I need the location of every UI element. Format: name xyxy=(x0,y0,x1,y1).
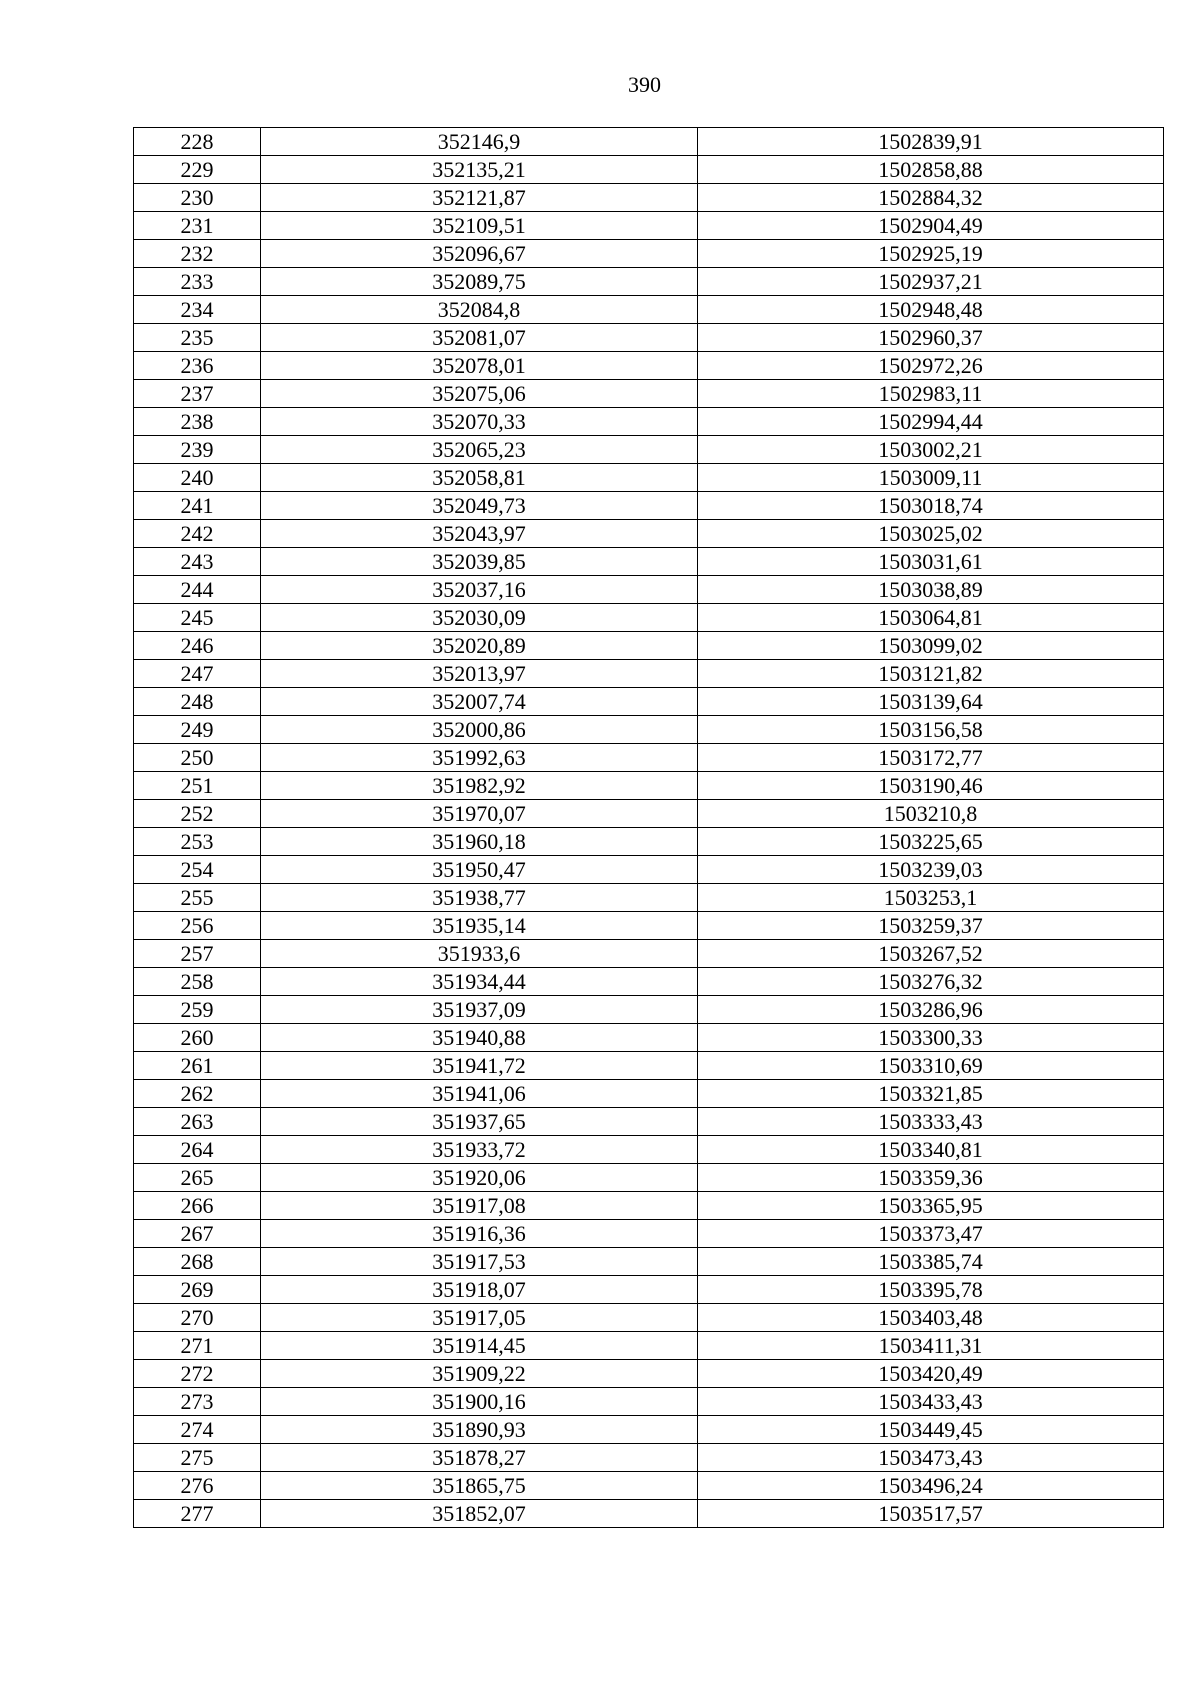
point-number-cell: 253 xyxy=(134,828,261,856)
point-number-cell: 271 xyxy=(134,1332,261,1360)
point-number-cell: 247 xyxy=(134,660,261,688)
y-coordinate-cell: 1503403,48 xyxy=(698,1304,1164,1332)
point-number-cell: 252 xyxy=(134,800,261,828)
point-number-cell: 229 xyxy=(134,156,261,184)
table-row xyxy=(134,1416,1164,1444)
table-row xyxy=(134,380,1164,408)
y-coordinate-cell: 1503310,69 xyxy=(698,1052,1164,1080)
point-number-cell: 257 xyxy=(134,940,261,968)
point-number-cell: 260 xyxy=(134,1024,261,1052)
y-coordinate-cell: 1503239,03 xyxy=(698,856,1164,884)
point-number-cell: 269 xyxy=(134,1276,261,1304)
y-coordinate-cell: 1503172,77 xyxy=(698,744,1164,772)
x-coordinate-cell: 351890,93 xyxy=(261,1416,698,1444)
table-row xyxy=(134,744,1164,772)
table-row xyxy=(134,268,1164,296)
x-coordinate-cell: 351970,07 xyxy=(261,800,698,828)
table-row xyxy=(134,408,1164,436)
table-row xyxy=(134,352,1164,380)
y-coordinate-cell: 1503139,64 xyxy=(698,688,1164,716)
table-row xyxy=(134,632,1164,660)
y-coordinate-cell: 1503156,58 xyxy=(698,716,1164,744)
point-number-cell: 228 xyxy=(134,128,261,156)
x-coordinate-cell: 351878,27 xyxy=(261,1444,698,1472)
table-row xyxy=(134,436,1164,464)
point-number-cell: 263 xyxy=(134,1108,261,1136)
x-coordinate-cell: 352089,75 xyxy=(261,268,698,296)
table-row xyxy=(134,884,1164,912)
point-number-cell: 244 xyxy=(134,576,261,604)
table-row xyxy=(134,716,1164,744)
table-row xyxy=(134,240,1164,268)
x-coordinate-cell: 351941,72 xyxy=(261,1052,698,1080)
y-coordinate-cell: 1503321,85 xyxy=(698,1080,1164,1108)
x-coordinate-cell: 351933,6 xyxy=(261,940,698,968)
point-number-cell: 264 xyxy=(134,1136,261,1164)
table-row xyxy=(134,1360,1164,1388)
x-coordinate-cell: 352065,23 xyxy=(261,436,698,464)
coordinates-table-body xyxy=(134,128,1164,1528)
table-row xyxy=(134,968,1164,996)
y-coordinate-cell: 1503517,57 xyxy=(698,1500,1164,1528)
point-number-cell: 270 xyxy=(134,1304,261,1332)
table-row xyxy=(134,296,1164,324)
table-row xyxy=(134,464,1164,492)
table-row xyxy=(134,576,1164,604)
y-coordinate-cell: 1503433,43 xyxy=(698,1388,1164,1416)
y-coordinate-cell: 1502925,19 xyxy=(698,240,1164,268)
y-coordinate-cell: 1503496,24 xyxy=(698,1472,1164,1500)
table-row xyxy=(134,1164,1164,1192)
point-number-cell: 265 xyxy=(134,1164,261,1192)
table-row xyxy=(134,772,1164,800)
x-coordinate-cell: 352109,51 xyxy=(261,212,698,240)
y-coordinate-cell: 1503121,82 xyxy=(698,660,1164,688)
y-coordinate-cell: 1503009,11 xyxy=(698,464,1164,492)
x-coordinate-cell: 352084,8 xyxy=(261,296,698,324)
table-row xyxy=(134,1248,1164,1276)
point-number-cell: 259 xyxy=(134,996,261,1024)
point-number-cell: 238 xyxy=(134,408,261,436)
point-number-cell: 276 xyxy=(134,1472,261,1500)
y-coordinate-cell: 1503253,1 xyxy=(698,884,1164,912)
x-coordinate-cell: 351920,06 xyxy=(261,1164,698,1192)
x-coordinate-cell: 352039,85 xyxy=(261,548,698,576)
x-coordinate-cell: 351917,05 xyxy=(261,1304,698,1332)
y-coordinate-cell: 1503340,81 xyxy=(698,1136,1164,1164)
point-number-cell: 232 xyxy=(134,240,261,268)
table-row xyxy=(134,912,1164,940)
x-coordinate-cell: 351900,16 xyxy=(261,1388,698,1416)
point-number-cell: 240 xyxy=(134,464,261,492)
point-number-cell: 277 xyxy=(134,1500,261,1528)
point-number-cell: 239 xyxy=(134,436,261,464)
point-number-cell: 261 xyxy=(134,1052,261,1080)
point-number-cell: 262 xyxy=(134,1080,261,1108)
point-number-cell: 275 xyxy=(134,1444,261,1472)
y-coordinate-cell: 1503411,31 xyxy=(698,1332,1164,1360)
x-coordinate-cell: 351982,92 xyxy=(261,772,698,800)
y-coordinate-cell: 1502904,49 xyxy=(698,212,1164,240)
point-number-cell: 274 xyxy=(134,1416,261,1444)
x-coordinate-cell: 352096,67 xyxy=(261,240,698,268)
x-coordinate-cell: 351941,06 xyxy=(261,1080,698,1108)
y-coordinate-cell: 1502948,48 xyxy=(698,296,1164,324)
table-row xyxy=(134,548,1164,576)
table-row xyxy=(134,1332,1164,1360)
x-coordinate-cell: 351937,09 xyxy=(261,996,698,1024)
point-number-cell: 230 xyxy=(134,184,261,212)
table-row xyxy=(134,1304,1164,1332)
x-coordinate-cell: 351950,47 xyxy=(261,856,698,884)
x-coordinate-cell: 352007,74 xyxy=(261,688,698,716)
x-coordinate-cell: 351852,07 xyxy=(261,1500,698,1528)
x-coordinate-cell: 352037,16 xyxy=(261,576,698,604)
point-number-cell: 254 xyxy=(134,856,261,884)
point-number-cell: 234 xyxy=(134,296,261,324)
x-coordinate-cell: 352081,07 xyxy=(261,324,698,352)
y-coordinate-cell: 1502983,11 xyxy=(698,380,1164,408)
x-coordinate-cell: 351914,45 xyxy=(261,1332,698,1360)
y-coordinate-cell: 1503267,52 xyxy=(698,940,1164,968)
point-number-cell: 241 xyxy=(134,492,261,520)
point-number-cell: 236 xyxy=(134,352,261,380)
x-coordinate-cell: 351937,65 xyxy=(261,1108,698,1136)
table-row xyxy=(134,828,1164,856)
point-number-cell: 242 xyxy=(134,520,261,548)
y-coordinate-cell: 1502972,26 xyxy=(698,352,1164,380)
table-row xyxy=(134,1276,1164,1304)
y-coordinate-cell: 1503365,95 xyxy=(698,1192,1164,1220)
point-number-cell: 258 xyxy=(134,968,261,996)
x-coordinate-cell: 351935,14 xyxy=(261,912,698,940)
y-coordinate-cell: 1503018,74 xyxy=(698,492,1164,520)
table-row xyxy=(134,1500,1164,1528)
x-coordinate-cell: 351917,08 xyxy=(261,1192,698,1220)
y-coordinate-cell: 1503099,02 xyxy=(698,632,1164,660)
y-coordinate-cell: 1503300,33 xyxy=(698,1024,1164,1052)
y-coordinate-cell: 1503225,65 xyxy=(698,828,1164,856)
table-row xyxy=(134,800,1164,828)
y-coordinate-cell: 1503359,36 xyxy=(698,1164,1164,1192)
y-coordinate-cell: 1503038,89 xyxy=(698,576,1164,604)
point-number-cell: 256 xyxy=(134,912,261,940)
table-row xyxy=(134,856,1164,884)
y-coordinate-cell: 1502960,37 xyxy=(698,324,1164,352)
table-row xyxy=(134,520,1164,548)
page-number: 390 xyxy=(628,72,661,97)
table-row xyxy=(134,324,1164,352)
y-coordinate-cell: 1503031,61 xyxy=(698,548,1164,576)
table-row xyxy=(134,996,1164,1024)
y-coordinate-cell: 1503210,8 xyxy=(698,800,1164,828)
y-coordinate-cell: 1503373,47 xyxy=(698,1220,1164,1248)
point-number-cell: 266 xyxy=(134,1192,261,1220)
x-coordinate-cell: 352030,09 xyxy=(261,604,698,632)
y-coordinate-cell: 1503449,45 xyxy=(698,1416,1164,1444)
point-number-cell: 235 xyxy=(134,324,261,352)
y-coordinate-cell: 1503190,46 xyxy=(698,772,1164,800)
point-number-cell: 268 xyxy=(134,1248,261,1276)
point-number-cell: 248 xyxy=(134,688,261,716)
y-coordinate-cell: 1503286,96 xyxy=(698,996,1164,1024)
x-coordinate-cell: 351940,88 xyxy=(261,1024,698,1052)
table-row xyxy=(134,660,1164,688)
y-coordinate-cell: 1502884,32 xyxy=(698,184,1164,212)
y-coordinate-cell: 1503259,37 xyxy=(698,912,1164,940)
x-coordinate-cell: 352020,89 xyxy=(261,632,698,660)
x-coordinate-cell: 351992,63 xyxy=(261,744,698,772)
x-coordinate-cell: 352013,97 xyxy=(261,660,698,688)
x-coordinate-cell: 351916,36 xyxy=(261,1220,698,1248)
y-coordinate-cell: 1503025,02 xyxy=(698,520,1164,548)
y-coordinate-cell: 1503276,32 xyxy=(698,968,1164,996)
point-number-cell: 243 xyxy=(134,548,261,576)
table-row xyxy=(134,1444,1164,1472)
point-number-cell: 237 xyxy=(134,380,261,408)
x-coordinate-cell: 352049,73 xyxy=(261,492,698,520)
x-coordinate-cell: 352043,97 xyxy=(261,520,698,548)
y-coordinate-cell: 1503064,81 xyxy=(698,604,1164,632)
point-number-cell: 246 xyxy=(134,632,261,660)
x-coordinate-cell: 351960,18 xyxy=(261,828,698,856)
table-row xyxy=(134,1024,1164,1052)
table-row xyxy=(134,940,1164,968)
x-coordinate-cell: 352000,86 xyxy=(261,716,698,744)
coordinates-table xyxy=(133,127,1164,1528)
table-row xyxy=(134,688,1164,716)
table-row xyxy=(134,1080,1164,1108)
point-number-cell: 251 xyxy=(134,772,261,800)
y-coordinate-cell: 1503333,43 xyxy=(698,1108,1164,1136)
x-coordinate-cell: 352075,06 xyxy=(261,380,698,408)
x-coordinate-cell: 351918,07 xyxy=(261,1276,698,1304)
table-row xyxy=(134,492,1164,520)
y-coordinate-cell: 1503395,78 xyxy=(698,1276,1164,1304)
table-row xyxy=(134,184,1164,212)
table-row xyxy=(134,1192,1164,1220)
y-coordinate-cell: 1502937,21 xyxy=(698,268,1164,296)
table-row xyxy=(134,1136,1164,1164)
point-number-cell: 267 xyxy=(134,1220,261,1248)
x-coordinate-cell: 351934,44 xyxy=(261,968,698,996)
x-coordinate-cell: 352121,87 xyxy=(261,184,698,212)
x-coordinate-cell: 352070,33 xyxy=(261,408,698,436)
x-coordinate-cell: 352135,21 xyxy=(261,156,698,184)
y-coordinate-cell: 1503473,43 xyxy=(698,1444,1164,1472)
point-number-cell: 231 xyxy=(134,212,261,240)
table-row xyxy=(134,156,1164,184)
point-number-cell: 255 xyxy=(134,884,261,912)
x-coordinate-cell: 352146,9 xyxy=(261,128,698,156)
x-coordinate-cell: 351938,77 xyxy=(261,884,698,912)
point-number-cell: 245 xyxy=(134,604,261,632)
point-number-cell: 273 xyxy=(134,1388,261,1416)
point-number-cell: 272 xyxy=(134,1360,261,1388)
y-coordinate-cell: 1503002,21 xyxy=(698,436,1164,464)
x-coordinate-cell: 352058,81 xyxy=(261,464,698,492)
table-row xyxy=(134,604,1164,632)
y-coordinate-cell: 1503420,49 xyxy=(698,1360,1164,1388)
x-coordinate-cell: 351917,53 xyxy=(261,1248,698,1276)
x-coordinate-cell: 351865,75 xyxy=(261,1472,698,1500)
y-coordinate-cell: 1502858,88 xyxy=(698,156,1164,184)
x-coordinate-cell: 351909,22 xyxy=(261,1360,698,1388)
y-coordinate-cell: 1502994,44 xyxy=(698,408,1164,436)
point-number-cell: 233 xyxy=(134,268,261,296)
table-row xyxy=(134,1472,1164,1500)
table-row xyxy=(134,128,1164,156)
point-number-cell: 249 xyxy=(134,716,261,744)
table-row xyxy=(134,1220,1164,1248)
point-number-cell: 250 xyxy=(134,744,261,772)
table-row xyxy=(134,212,1164,240)
x-coordinate-cell: 352078,01 xyxy=(261,352,698,380)
x-coordinate-cell: 351933,72 xyxy=(261,1136,698,1164)
y-coordinate-cell: 1502839,91 xyxy=(698,128,1164,156)
table-row xyxy=(134,1108,1164,1136)
table-row xyxy=(134,1388,1164,1416)
y-coordinate-cell: 1503385,74 xyxy=(698,1248,1164,1276)
table-row xyxy=(134,1052,1164,1080)
